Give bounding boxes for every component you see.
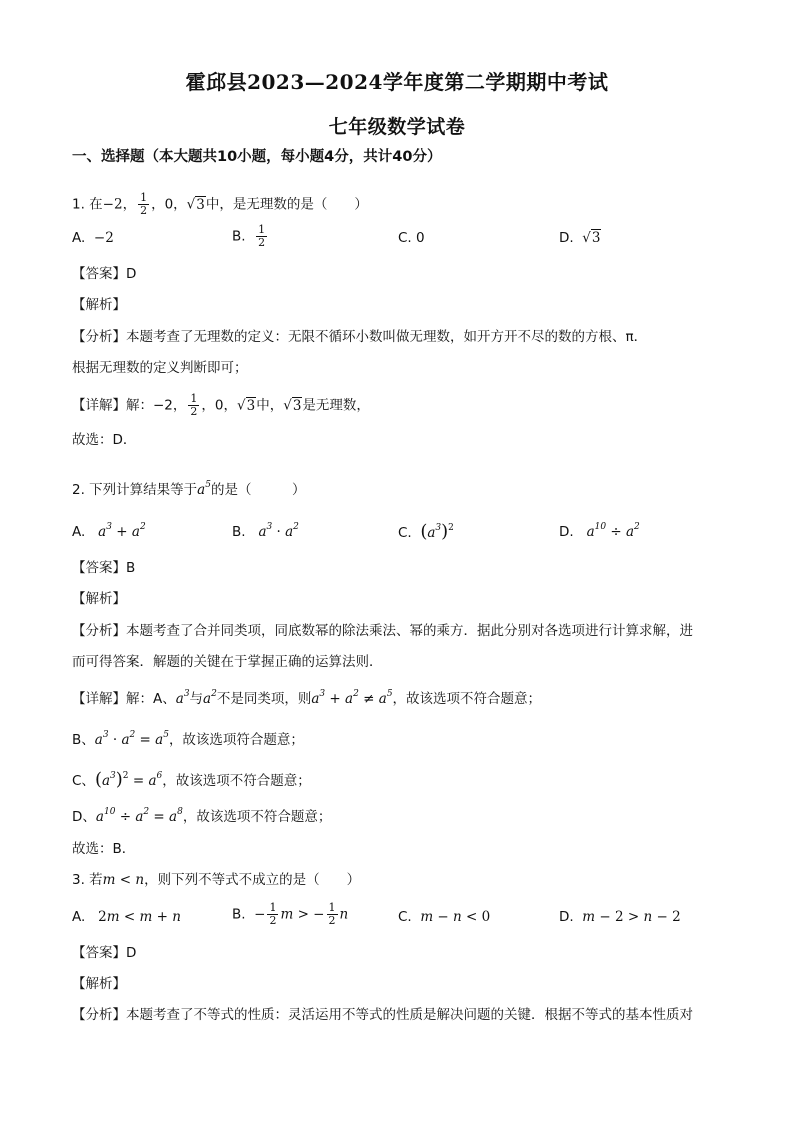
question-3-stem: 3. 若m < n，则下列不等式不成立的是（ ） xyxy=(72,872,361,888)
q2-option-d: D. $a^{10} \div a^2$ xyxy=(559,522,640,540)
exam-subtitle: 七年级数学试卷 xyxy=(328,116,466,138)
q3-answer: 【答案】D xyxy=(72,945,137,961)
q2-option-a: A. $a^3 + a^2$ xyxy=(72,522,146,540)
q1-fenxi-2: 根据无理数的定义判断即可； xyxy=(72,360,248,376)
q2-option-c: C. $(a^3)^2$ xyxy=(398,521,454,542)
q2-choose: 故选：B． xyxy=(72,841,136,857)
q2-detail-d: D、$a^{10} \div a^2 = a^8$，故该选项不符合题意； xyxy=(72,807,332,825)
sqrt-3: √3 xyxy=(186,196,205,213)
q1-option-a: A. −2 xyxy=(72,230,114,246)
q2-detail-b: B、$a^3 \cdot a^2 = a^5$，故该选项符合题意； xyxy=(72,730,304,748)
q3-option-a: A. 2m < m + n xyxy=(72,909,181,925)
section-heading: 一、选择题（本大题共10小题，每小题4分，共计40分） xyxy=(72,149,442,165)
q2-fenxi: 【分析】本题考查了合并同类项，同底数幂的除法乘法、幂的乘方．据此分别对各选项进行计算求解，进 xyxy=(72,623,693,639)
q1-option-d: D. √3 xyxy=(559,230,601,246)
q3-option-c: C. m − n < 0 xyxy=(398,909,491,925)
q1-fenxi: 【分析】本题考查了无理数的定义：无限不循环小数叫做无理数，如开方开不尽的数的方根、π． xyxy=(72,329,648,345)
question-1-stem: 1. 在−2， $\frac{1}{2}$ ，0，√3中，是无理数的是（ ） xyxy=(72,191,368,217)
q1-detail: 【详解】解：−2， $\frac{1}{2}$ ，0，√3中，√3是无理数， xyxy=(72,392,370,418)
q2-analysis-label: 【解析】 xyxy=(72,591,126,607)
q3-analysis-label: 【解析】 xyxy=(72,976,126,992)
q1-option-c: C. 0 xyxy=(398,230,425,246)
q3-option-d: D. m − 2 > n − 2 xyxy=(559,909,681,925)
q3-fenxi: 【分析】本题考查了不等式的性质：灵活运用不等式的性质是解决问题的关键．根据不等式的基本性质对 xyxy=(72,1007,693,1023)
fraction-one-half: $\frac{1}{2}$ xyxy=(140,191,148,217)
q1-answer: 【答案】D xyxy=(72,266,137,282)
q1-option-b: B. $\frac{1}{2}$ xyxy=(232,223,266,249)
q2-answer: 【答案】B xyxy=(72,560,136,576)
q2-fenxi-2: 而可得答案．解题的关键在于掌握正确的运算法则． xyxy=(72,654,383,670)
q1-analysis-label: 【解析】 xyxy=(72,297,126,313)
question-2-stem: 2. 下列计算结果等于$a^5$的是（ ） xyxy=(72,480,306,498)
q3-option-b: B. − $\frac{1}{2}$ m > − $\frac{1}{2}$ n xyxy=(232,901,349,927)
q2-detail-c: C、$(a^3)^2 = a^6$，故该选项不符合题意； xyxy=(72,769,311,790)
q2-option-b: B. $a^3 \cdot a^2$ xyxy=(232,522,299,540)
q2-detail-a: 【详解】解：A、$a^3$与$a^2$不是同类项，则$a^3 + a^2 \ne a^5$，故该选项不符合题意； xyxy=(72,689,542,707)
q1-choose: 故选：D． xyxy=(72,432,137,448)
exam-title: 霍邱县2023—2024学年度第二学期期中考试 xyxy=(185,70,609,94)
